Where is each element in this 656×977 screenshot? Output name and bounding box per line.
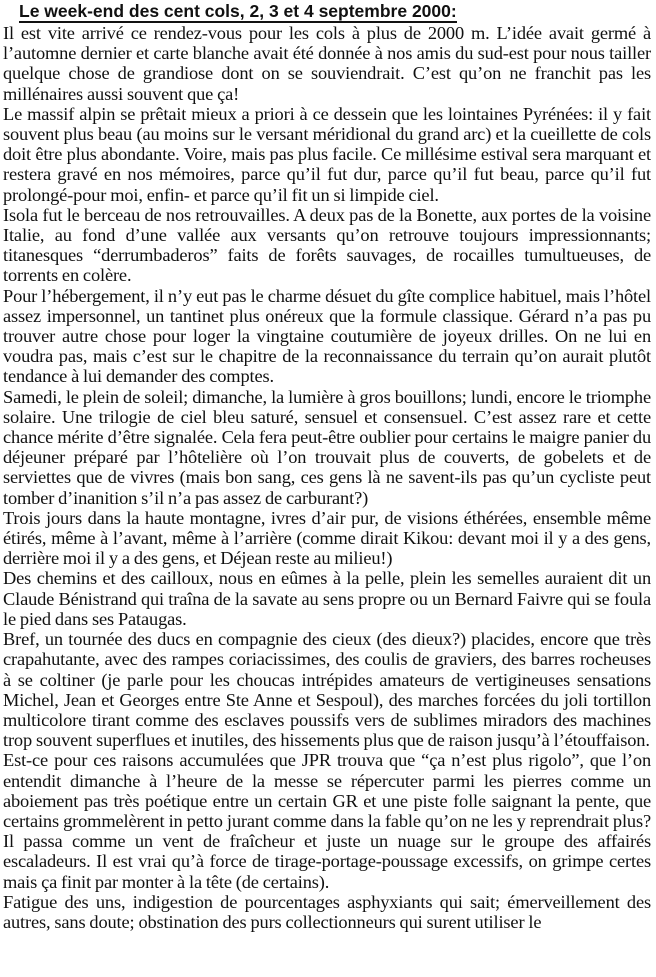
- paragraph: Pour l’hébergement, il n’y eut pas le charme désuet du gîte complice habituel, mais l’hôtel assez impersonnel, un tantinet plus onéreux que la formule classique. Gérard n’a pas pu trouver autre chose pour loger la vingtaine coutumière de joyeux drilles. On ne lui en voudra pas, mais c’est sur le chapitre de la reconnaissance du terrain qu’on aurait plutôt tendance à lui demander des comptes.: [3, 285, 651, 387]
- paragraph: Il est vite arrivé ce rendez-vous pour les cols à plus de 2000 m. L’idée avait germé à l’automne dernier et carte blanche avait été donnée à nos amis du sud-est pour nous tailler quelque chose de grandiose dont on se souviendrait. C’est qu’on ne franchit pas les millénaires aussi souvent que ça!: [3, 23, 651, 104]
- paragraph: Le massif alpin se prêtait mieux a priori à ce dessein que les lointaines Pyrénées: il y fait souvent plus beau (au moins sur le versant méridional du grand arc) et la cueillette de cols doit être plus abondante. Voire, mais pas plus facile. Ce millésime estival sera marquant et restera gravé en nos mémoires, parce qu’il fut dur, parce qu’il fut beau, parce qu’il fut prolongé-pour moi, enfin- et parce qu’il fit un si limpide ciel.: [3, 103, 651, 205]
- paragraph: Est-ce pour ces raisons accumulées que JPR trouva que “ça n’est plus rigolo”, que l’on entendit dimanche à l’heure de la messe se répercuter parmi les pierres comme un aboiement pas très poétique entre un certain GR et une piste folle saignant la pente, que certains grommelèrent in petto jurant comme dans la fable qu’on ne les y reprendrait plus? Il passa comme un vent de fraîcheur et juste un nuage sur le groupe des affairés escaladeurs. Il est vrai qu’à force de tirage-portage-poussage excessifs, on grimpe certes mais ça finit par monter à la tête (de certains).: [3, 750, 651, 892]
- paragraph: Des chemins et des cailloux, nous en eûmes à la pelle, plein les semelles auraient dit un Claude Bénistrand qui traîna de la savate au sens propre ou un Bernard Faivre qui se foula le pied dans ses Pataugas.: [3, 568, 651, 629]
- paragraph: Samedi, le plein de soleil; dimanche, la lumière à gros bouillons; lundi, encore le triomphe solaire. Une trilogie de ciel bleu saturé, sensuel et consensuel. C’est assez rare et cette chance mérite d’être signalée. Cela fera peut-être oublier pour certains le maigre panier du déjeuner préparé par l’hôtelière où l’on trouvait plus de couverts, de gobelets et de serviettes que de vivres (mais bon sang, ces gens là ne savent-ils pas qu’un cycliste peut tomber d’inanition s’il n’a pas assez de carburant?): [3, 386, 651, 508]
- paragraph: Bref, un tournée des ducs en compagnie des cieux (des dieux?) placides, encore que très crapahutante, avec des rampes coriacissimes, des coulis de graviers, des barres rocheuses à se coltiner (je parle pour les choucas intrépides amateurs de vertigineuses sensations Michel, Jean et Georges entre Ste Anne et Sespoul), des marches forcées du joli tortillon multicolore tirant comme des esclaves poussifs vers de sublimes miradors des machines trop souvent superflues et inutiles, des hissements plus que de raison jusqu’à l’étouffaison.: [3, 629, 651, 751]
- paragraph: Isola fut le berceau de nos retrouvailles. A deux pas de la Bonette, aux portes de la voisine Italie, au fond d’une vallée aux versants qu’on retrouve toujours impressionnants; titanesques “derrumbaderos” faits de forêts sauvages, de rocailles tumultueuses, de torrents en colère.: [3, 204, 651, 286]
- paragraph: Trois jours dans la haute montagne, ivres d’air pur, de visions éthérées, ensemble même étirés, même à l’avant, même à l’arrière (comme dirait Kikou: devant moi il y a des gens, derrière moi il y a des gens, et Déjean reste au milieu!): [3, 507, 651, 569]
- document-title: Le week-end des cent cols, 2, 3 et 4 septembre 2000:: [19, 1, 457, 21]
- paragraph: Fatigue des uns, indigestion de pourcentages asphyxiants qui sait; émerveillement des autres, sans doute; obstination des purs collectionneurs qui surent utiliser le: [3, 891, 651, 932]
